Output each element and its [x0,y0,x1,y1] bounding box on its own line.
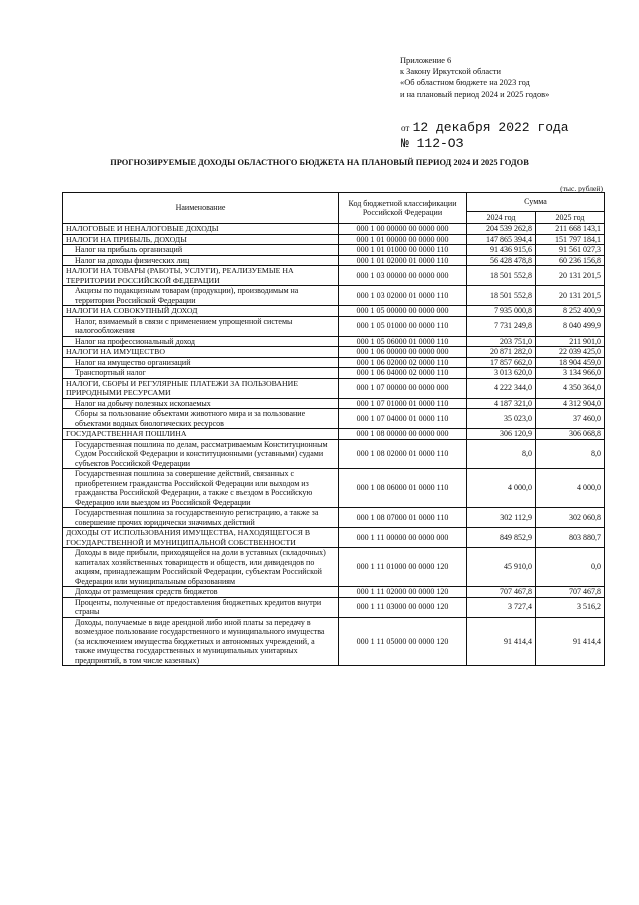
row-value-2024: 203 751,0 [467,336,536,347]
stamp-date: 12 декабря 2022 года [412,120,569,135]
table-row [63,587,605,598]
row-value-2025: 151 797 184,1 [536,234,605,245]
row-code: 000 1 11 01000 00 0000 120 [339,548,467,587]
row-value-2025: 8,0 [536,439,605,469]
row-value-2024: 18 501 552,8 [467,266,536,286]
row-code: 000 1 01 00000 00 0000 000 [339,234,467,245]
row-name: Государственная пошлина за государственную регистрацию, а также за совершение прочих юридически значимых действий [63,508,339,528]
row-value-2024: 306 120,9 [467,429,536,440]
row-code: 000 1 03 00000 00 0000 000 [339,266,467,286]
row-code: 000 1 08 06000 01 0000 110 [339,469,467,508]
document-title: ПРОГНОЗИРУЕМЫЕ ДОХОДЫ ОБЛАСТНОГО БЮДЖЕТА НА ПЛАНОВЫЙ ПЕРИОД 2024 И 2025 ГОДОВ [110,158,529,167]
row-code: 000 1 06 04000 02 0000 110 [339,368,467,379]
row-name: Транспортный налог [63,368,339,379]
row-code: 000 1 01 02000 01 0000 110 [339,255,467,266]
row-value-2024: 20 871 282,0 [467,347,536,358]
row-value-2024: 35 023,0 [467,409,536,429]
row-name: Государственная пошлина за совершение действий, связанных с приобретением гражданства Российской Федерации или выходом из гражданства Российской Федерации, а также с въездом в Российскую Федерацию или выездом из Российской Федерации [63,469,339,508]
appendix-line: и на плановый период 2024 и 2025 годов» [400,89,550,99]
row-value-2025: 8 040 499,9 [536,316,605,336]
row-code: 000 1 07 01000 01 0000 110 [339,398,467,409]
row-name: НАЛОГОВЫЕ И НЕНАЛОГОВЫЕ ДОХОДЫ [63,224,339,235]
row-name: Налог на доходы физических лиц [63,255,339,266]
row-value-2025: 60 236 156,8 [536,255,605,266]
row-code: 000 1 07 00000 00 0000 000 [339,378,467,398]
row-value-2025: 0,0 [536,548,605,587]
table-row [63,347,605,358]
row-code: 000 1 03 02000 01 0000 110 [339,286,467,306]
row-name: ДОХОДЫ ОТ ИСПОЛЬЗОВАНИЯ ИМУЩЕСТВА, НАХОДЯЩЕГОСЯ В ГОСУДАРСТВЕННОЙ И МУНИЦИПАЛЬНОЙ СОБСТВЕННОСТИ [63,528,339,548]
table-row [63,548,605,587]
row-value-2024: 3 013 620,0 [467,368,536,379]
table-body [63,224,605,666]
row-value-2025: 22 039 425,0 [536,347,605,358]
row-name: НАЛОГИ НА СОВОКУПНЫЙ ДОХОД [63,306,339,317]
row-name: Доходы в виде прибыли, приходящейся на доли в уставных (складочных) капиталах хозяйственных товариществ и обществ, или дивидендов по акциям, принадлежащим Российской Федерации, субъектам Российской Федерации или муниципальным образованиям [63,548,339,587]
header-sum: Сумма [467,193,605,212]
row-value-2024: 7 731 249,8 [467,316,536,336]
appendix-line: к Закону Иркутской области [400,67,501,77]
row-name: ГОСУДАРСТВЕННАЯ ПОШЛИНА [63,429,339,440]
header-name: Наименование [63,193,339,224]
row-value-2025: 20 131 201,5 [536,286,605,306]
row-value-2025: 3 134 966,0 [536,368,605,379]
row-name: НАЛОГИ, СБОРЫ И РЕГУЛЯРНЫЕ ПЛАТЕЖИ ЗА ПОЛЬЗОВАНИЕ ПРИРОДНЫМИ РЕСУРСАМИ [63,378,339,398]
row-value-2024: 91 414,4 [467,617,536,666]
row-name: Налог на добычу полезных ископаемых [63,398,339,409]
row-value-2025: 306 068,8 [536,429,605,440]
row-value-2025: 37 460,0 [536,409,605,429]
row-value-2024: 4 000,0 [467,469,536,508]
row-code: 000 1 08 00000 00 0000 000 [339,429,467,440]
row-code: 000 1 01 01000 00 0000 110 [339,245,467,256]
header-year-2024: 2024 год [467,212,536,224]
table-row [63,378,605,398]
row-code: 000 1 11 05000 00 0000 120 [339,617,467,666]
row-value-2025: 20 131 201,5 [536,266,605,286]
row-value-2024: 45 910,0 [467,548,536,587]
appendix-line: Приложение 6 [400,56,452,65]
row-value-2024: 3 727,4 [467,597,536,617]
table-row [63,528,605,548]
header-year-2025: 2025 год [536,212,605,224]
row-value-2024: 56 428 478,8 [467,255,536,266]
row-value-2025: 211 668 143,1 [536,224,605,235]
row-code: 000 1 06 02000 02 0000 110 [339,357,467,368]
row-code: 000 1 08 02000 01 0000 110 [339,439,467,469]
row-code: 000 1 11 00000 00 0000 000 [339,528,467,548]
revenue-table [62,192,605,666]
table-row [63,368,605,379]
row-value-2025: 3 516,2 [536,597,605,617]
row-value-2025: 8 252 400,9 [536,306,605,317]
unit-label: (тыс. рублей) [560,184,603,193]
row-name: Налог на прибыль организаций [63,245,339,256]
row-name: Сборы за пользование объектами животного мира и за пользование объектами водных биологических ресурсов [63,409,339,429]
row-name: НАЛОГИ НА ПРИБЫЛЬ, ДОХОДЫ [63,234,339,245]
header-code: Код бюджетной классификации Российской Федерации [339,193,467,224]
row-value-2024: 4 187 321,0 [467,398,536,409]
row-value-2025: 18 904 459,0 [536,357,605,368]
row-value-2024: 849 852,9 [467,528,536,548]
row-value-2024: 7 935 000,8 [467,306,536,317]
row-code: 000 1 07 04000 01 0000 110 [339,409,467,429]
row-value-2025: 4 350 364,0 [536,378,605,398]
row-value-2025: 707 467,8 [536,587,605,598]
row-value-2024: 204 539 262,8 [467,224,536,235]
row-value-2025: 211 901,0 [536,336,605,347]
table-row [63,316,605,336]
row-code: 000 1 11 02000 00 0000 120 [339,587,467,598]
row-value-2025: 302 060,8 [536,508,605,528]
row-name: Доходы от размещения средств бюджетов [63,587,339,598]
appendix-note [400,55,549,100]
row-value-2024: 707 467,8 [467,587,536,598]
row-value-2024: 91 436 915,6 [467,245,536,256]
row-code: 000 1 05 01000 00 0000 110 [339,316,467,336]
row-value-2025: 4 000,0 [536,469,605,508]
table-row [63,245,605,256]
row-value-2025: 803 880,7 [536,528,605,548]
row-code: 000 1 05 00000 00 0000 000 [339,306,467,317]
table-row [63,617,605,666]
row-value-2024: 147 865 394,4 [467,234,536,245]
table-row [63,306,605,317]
row-code: 000 1 06 00000 00 0000 000 [339,347,467,358]
table-row [63,597,605,617]
row-code: 000 1 08 07000 01 0000 110 [339,508,467,528]
row-value-2025: 4 312 904,0 [536,398,605,409]
table-row [63,224,605,235]
row-name: Проценты, полученные от предоставления бюджетных кредитов внутри страны [63,597,339,617]
row-value-2024: 18 501 552,8 [467,286,536,306]
row-value-2024: 17 857 662,0 [467,357,536,368]
table-row [63,439,605,469]
row-value-2024: 4 222 344,0 [467,378,536,398]
table-row [63,357,605,368]
row-code: 000 1 11 03000 00 0000 120 [339,597,467,617]
row-name: Налог, взимаемый в связи с применением упрощенной системы налогообложения [63,316,339,336]
row-name: Акцизы по подакцизным товарам (продукции), производимым на территории Российской Федерации [63,286,339,306]
row-name: Налог на профессиональный доход [63,336,339,347]
row-value-2024: 8,0 [467,439,536,469]
table-row [63,255,605,266]
row-name: Налог на имущество организаций [63,357,339,368]
table-row [63,469,605,508]
table-row [63,286,605,306]
stamp-number: № 112-ОЗ [401,136,464,151]
table-row [63,508,605,528]
row-name: НАЛОГИ НА ТОВАРЫ (РАБОТЫ, УСЛУГИ), РЕАЛИЗУЕМЫЕ НА ТЕРРИТОРИИ РОССИЙСКОЙ ФЕДЕРАЦИИ [63,266,339,286]
row-value-2025: 91 414,4 [536,617,605,666]
table-row [63,429,605,440]
row-code: 000 1 05 06000 01 0000 110 [339,336,467,347]
stamp-prefix: от [401,123,410,133]
row-code: 000 1 00 00000 00 0000 000 [339,224,467,235]
row-name: Доходы, получаемые в виде арендной либо иной платы за передачу в возмездное пользование государственного и муниципального имущества (за исключением имущества бюджетных и автономных учреждений, а также имущества государственных и муниципальных унитарных предприятий, в том числе казенных) [63,617,339,666]
table-row [63,336,605,347]
table-row [63,234,605,245]
law-stamp [401,119,569,151]
row-name: НАЛОГИ НА ИМУЩЕСТВО [63,347,339,358]
row-value-2024: 302 112,9 [467,508,536,528]
appendix-line: «Об областном бюджете на 2023 год [400,78,530,88]
table-row [63,266,605,286]
row-value-2025: 91 561 027,3 [536,245,605,256]
row-name: Государственная пошлина по делам, рассматриваемым Конституционным Судом Российской Федерации и конституционными (уставными) судами субъектов Российской Федерации [63,439,339,469]
table-row [63,409,605,429]
table-row [63,398,605,409]
